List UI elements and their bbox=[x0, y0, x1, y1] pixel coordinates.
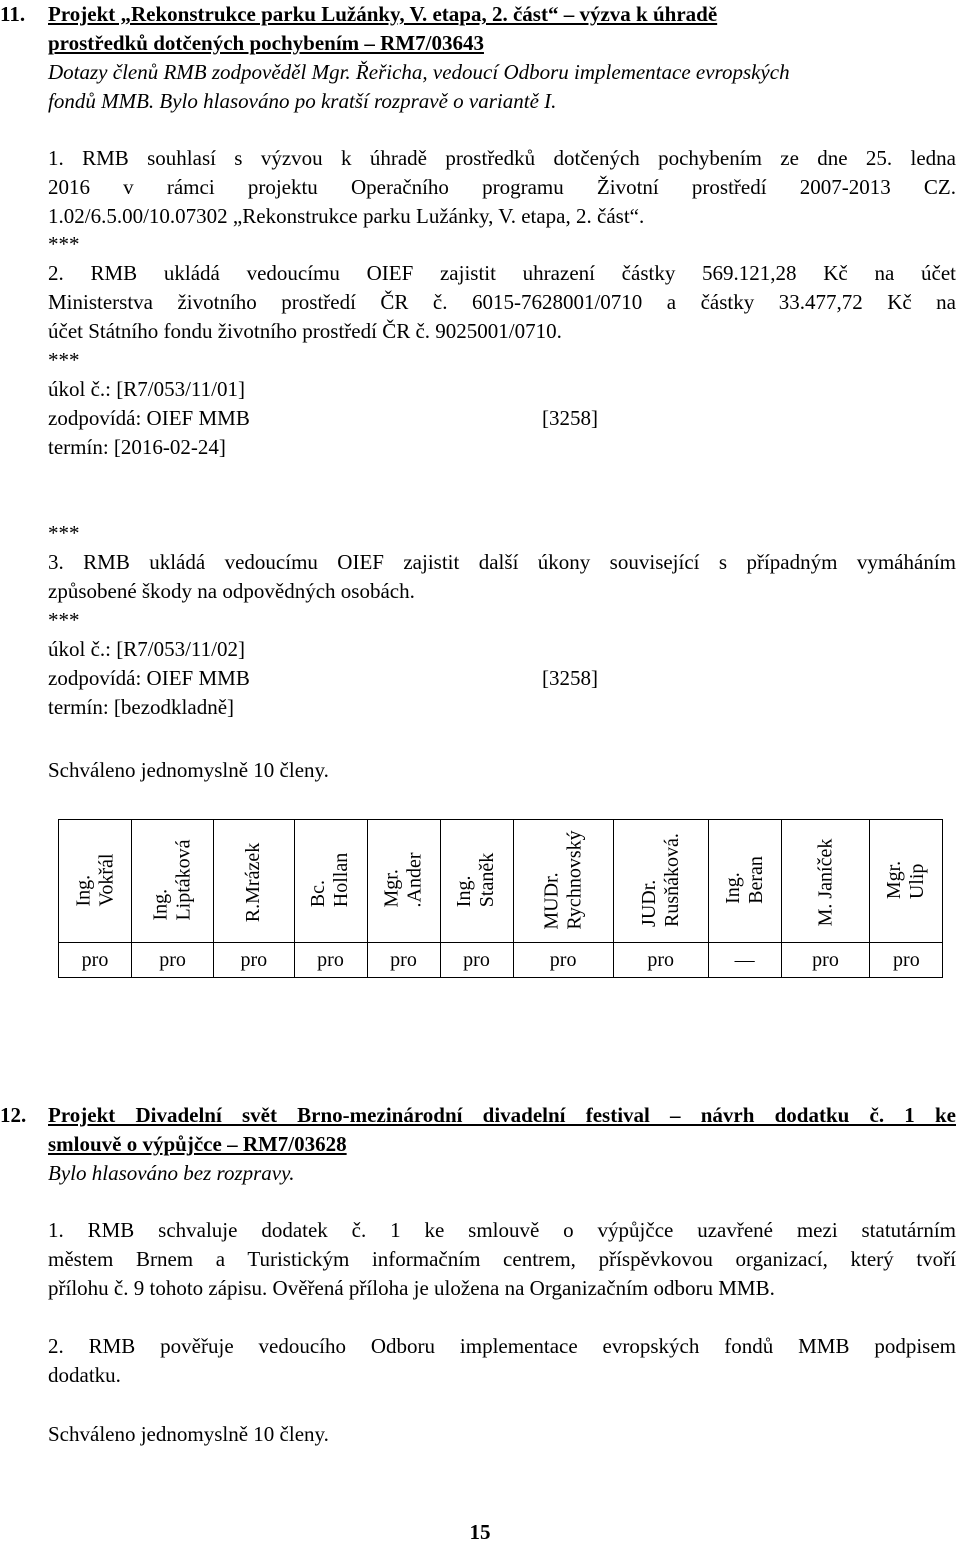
task-1-responsible: zodpovídá: OIEF MMB bbox=[48, 406, 250, 430]
member-cell bbox=[59, 820, 132, 943]
vote-cell: pro bbox=[59, 943, 132, 978]
member-cell bbox=[294, 820, 367, 943]
task-1-code: [3258] bbox=[542, 406, 598, 430]
vote-cell: pro bbox=[870, 943, 943, 978]
item-11-note-2: fondů MMB. Bylo hlasováno po kratší rozpravě o variantě I. bbox=[48, 89, 557, 113]
member-cell bbox=[367, 820, 440, 943]
resolution-3-line1: 3. RMB ukládá vedoucímu OIEF zajistit další úkony související s případným vymáháním bbox=[48, 550, 956, 574]
member-name: R.Mrázek bbox=[242, 842, 265, 922]
resolution-2-line3: účet Státního fondu životního prostředí ČR č. 9025001/0710. bbox=[48, 319, 562, 343]
task-2-responsible-row bbox=[48, 664, 956, 693]
item-12-title-line2: smlouvě o výpůjčce – RM7/03628 bbox=[48, 1132, 347, 1156]
member-name: Ing. Liptáková bbox=[149, 839, 195, 921]
resolution-1-line1: 1. RMB souhlasí s výzvou k úhradě prostředků dotčených pochybením ze dne 25. ledna bbox=[48, 146, 956, 170]
vote-table bbox=[58, 819, 943, 978]
resolution-3-line2: způsobené škody na odpovědných osobách. bbox=[48, 579, 415, 603]
member-cell bbox=[708, 820, 781, 943]
item-11-number: 11. bbox=[0, 2, 26, 26]
member-name: Ing. Beran bbox=[721, 856, 767, 904]
separator-stars: *** bbox=[48, 608, 80, 632]
item-11-title-line2: prostředků dotčených pochybením – RM7/03643 bbox=[48, 31, 484, 55]
item-12-resolution-1-line1: 1. RMB schvaluje dodatek č. 1 ke smlouvě o výpůjčce uzavřené mezi statutárním bbox=[48, 1218, 956, 1242]
member-cell bbox=[440, 820, 513, 943]
task-2-number: úkol č.: [R7/053/11/02] bbox=[48, 637, 245, 661]
item-12-resolution-1-line2: městem Brnem a Turistickým informačním centrem, příspěvkovou organizací, který tvoří bbox=[48, 1247, 956, 1271]
member-cell bbox=[132, 820, 214, 943]
member-cell bbox=[781, 820, 870, 943]
separator-stars: *** bbox=[48, 521, 80, 545]
member-name: Ing. Vokřál bbox=[72, 853, 117, 907]
separator-stars: *** bbox=[48, 348, 80, 372]
item-12-title: Projekt Divadelní svět Brno-mezinárodní divadelní festival – návrh dodatku č. 1 ke bbox=[48, 1103, 956, 1127]
task-1-responsible-row bbox=[48, 404, 956, 433]
member-name: Bc. Hollan bbox=[307, 852, 353, 908]
separator-stars: *** bbox=[48, 232, 80, 256]
resolution-2-line2: Ministerstva životního prostředí ČR č. 6015-7628001/0710 a částky 33.477,72 Kč na bbox=[48, 290, 956, 314]
task-2-code: [3258] bbox=[542, 666, 598, 690]
item-12-resolution-1-line3: přílohu č. 9 tohoto zápisu. Ověřená příloha je uložena na Organizačním odboru MMB. bbox=[48, 1276, 775, 1300]
resolution-1-line3: 1.02/6.5.00/10.07302 „Rekonstrukce parku Lužánky, V. etapa, 2. část“. bbox=[48, 204, 645, 228]
resolution-2-line1: 2. RMB ukládá vedoucímu OIEF zajistit uhrazení částky 569.121,28 Kč na účet bbox=[48, 261, 956, 285]
task-1-deadline: termín: [2016-02-24] bbox=[48, 435, 226, 459]
vote-cell: pro bbox=[613, 943, 708, 978]
vote-cell: pro bbox=[214, 943, 294, 978]
vote-cell: pro bbox=[440, 943, 513, 978]
vote-cell: pro bbox=[294, 943, 367, 978]
vote-cell: pro bbox=[367, 943, 440, 978]
item-11-note-1: Dotazy členů RMB zodpověděl Mgr. Řeřicha, vedoucí Odboru implementace evropských bbox=[48, 60, 790, 84]
vote-cell: pro bbox=[132, 943, 214, 978]
member-name: JUDr. Rusňáková. bbox=[637, 833, 683, 927]
vote-cell: pro bbox=[513, 943, 613, 978]
member-cell bbox=[513, 820, 613, 943]
item-12-resolution-2-line1: 2. RMB pověřuje vedoucího Odboru implementace evropských fondů MMB podpisem bbox=[48, 1334, 956, 1358]
resolution-1-line2: 2016 v rámci projektu Operačního programu Životní prostředí 2007-2013 CZ. bbox=[48, 175, 956, 199]
item-11-title: Projekt „Rekonstrukce parku Lužánky, V. etapa, 2. část“ – výzva k úhradě bbox=[48, 2, 718, 26]
approval-note: Schváleno jednomyslně 10 členy. bbox=[48, 758, 329, 782]
item-12-note: Bylo hlasováno bez rozpravy. bbox=[48, 1161, 295, 1185]
member-name: Ing. Staněk bbox=[453, 852, 499, 908]
vote-table-votes-row bbox=[59, 943, 943, 978]
item-12-approval-note: Schváleno jednomyslně 10 členy. bbox=[48, 1422, 329, 1446]
task-2-deadline: termín: [bezodkladně] bbox=[48, 695, 235, 719]
member-cell bbox=[870, 820, 943, 943]
member-name: MUDr. Rychnovský bbox=[540, 830, 586, 930]
item-12-number: 12. bbox=[0, 1103, 27, 1127]
vote-cell: –– bbox=[708, 943, 781, 978]
member-name: M. Janíček bbox=[813, 838, 836, 926]
task-1-number: úkol č.: [R7/053/11/01] bbox=[48, 377, 245, 401]
page-number: 15 bbox=[469, 1520, 491, 1544]
member-cell bbox=[214, 820, 294, 943]
task-2-responsible: zodpovídá: OIEF MMB bbox=[48, 666, 250, 690]
vote-cell: pro bbox=[781, 943, 870, 978]
member-cell bbox=[613, 820, 708, 943]
item-12-resolution-2-line2: dodatku. bbox=[48, 1363, 121, 1387]
member-name: Mgr. Ulip bbox=[883, 860, 929, 900]
member-name: Mgr. .Ander bbox=[380, 852, 426, 908]
vote-table-names-row bbox=[59, 820, 943, 943]
